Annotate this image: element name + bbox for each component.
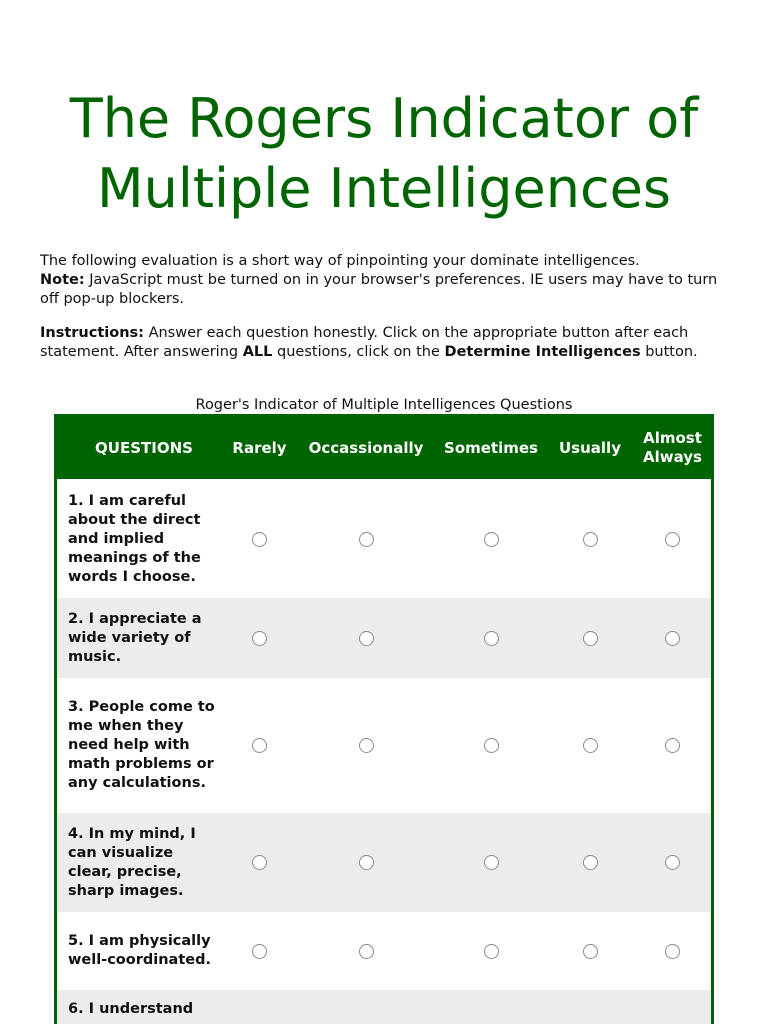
instructions-paragraph: [40, 324, 740, 362]
radio-q3-almost-always[interactable]: [665, 738, 680, 753]
instructions-all: ALL: [242, 344, 273, 360]
question-text: 4. In my mind, I can visualize clear, precise, sharp images.: [68, 825, 196, 899]
radio-q2-sometimes[interactable]: [484, 631, 499, 646]
question-text: 6. I understand: [68, 1001, 194, 1017]
radio-q5-sometimes[interactable]: [484, 944, 499, 959]
radio-q5-occassionally[interactable]: [359, 944, 374, 959]
radio-q4-almost-always[interactable]: [665, 855, 680, 870]
instructions-text-1: Answer each question honestly. Click on the appropriate button after each statement. After answering: [40, 325, 689, 360]
header-almost-always: Almost Always: [643, 429, 702, 466]
question-text: 2. I appreciate a wide variety of music.: [68, 610, 202, 665]
instructions-text-2: questions, click on the: [272, 344, 445, 360]
radio-q5-almost-always[interactable]: [665, 944, 680, 959]
intro-paragraph: [40, 252, 740, 309]
header-usually: Usually: [559, 438, 621, 457]
table-row: [57, 813, 711, 912]
table-header: [57, 417, 711, 481]
radio-q2-occassionally[interactable]: [359, 631, 374, 646]
radio-q5-rarely[interactable]: [252, 944, 267, 959]
question-text: 1. I am careful about the direct and implied meanings of the words I choose.: [68, 493, 201, 585]
radio-q1-almost-always[interactable]: [665, 532, 680, 547]
intro-text: The following evaluation is a short way of pinpointing your dominate intelligences.: [40, 253, 640, 269]
radio-q4-occassionally[interactable]: [359, 855, 374, 870]
radio-q3-rarely[interactable]: [252, 738, 267, 753]
question-text: 3. People come to me when they need help with math problems or any calculations.: [68, 699, 215, 791]
questions-table: [54, 414, 714, 1024]
instructions-label: Instructions:: [40, 325, 144, 341]
header-occassionally: Occassionally: [308, 438, 424, 457]
instructions-button-name: Determine Intelligences: [444, 344, 641, 360]
radio-q3-usually[interactable]: [583, 738, 598, 753]
table-row: [57, 990, 711, 1024]
radio-q4-sometimes[interactable]: [484, 855, 499, 870]
radio-q1-rarely[interactable]: [252, 532, 267, 547]
intro-section: [40, 252, 740, 377]
page-title: The Rogers Indicator of Multiple Intelligences: [69, 87, 699, 220]
radio-q2-rarely[interactable]: [252, 631, 267, 646]
radio-q1-occassionally[interactable]: [359, 532, 374, 547]
radio-q5-usually[interactable]: [583, 944, 598, 959]
radio-q4-usually[interactable]: [583, 855, 598, 870]
table-caption: Roger's Indicator of Multiple Intelligences Questions: [195, 397, 573, 413]
table-row: [57, 912, 711, 990]
note-label: Note:: [40, 272, 85, 288]
table-row: [57, 678, 711, 813]
radio-q2-usually[interactable]: [583, 631, 598, 646]
question-text: 5. I am physically well-coordinated.: [68, 933, 211, 968]
radio-q4-rarely[interactable]: [252, 855, 267, 870]
instructions-text-3: button.: [640, 344, 698, 360]
header-sometimes: Sometimes: [444, 438, 538, 457]
table-row: [57, 481, 711, 598]
header-rarely: Rarely: [232, 438, 287, 457]
radio-q1-sometimes[interactable]: [484, 532, 499, 547]
table-row: [57, 598, 711, 678]
radio-q3-occassionally[interactable]: [359, 738, 374, 753]
radio-q2-almost-always[interactable]: [665, 631, 680, 646]
note-text: JavaScript must be turned on in your browser's preferences. IE users may have to turn off pop-up blockers.: [40, 272, 718, 307]
header-questions: QUESTIONS: [95, 438, 193, 457]
radio-q3-sometimes[interactable]: [484, 738, 499, 753]
radio-q1-usually[interactable]: [583, 532, 598, 547]
